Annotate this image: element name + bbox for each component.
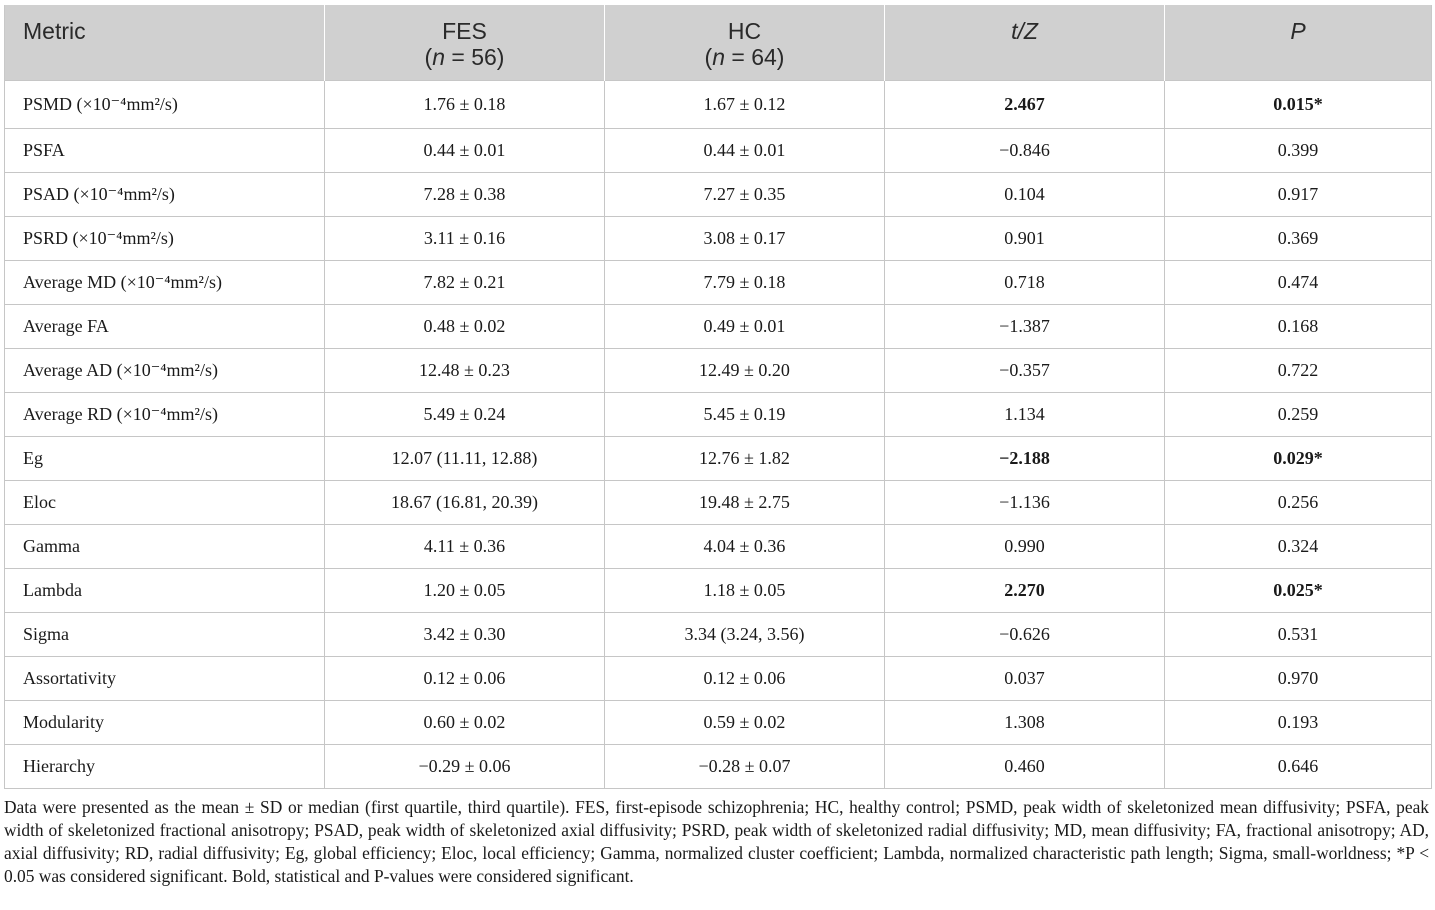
header-row (5, 5, 1432, 80)
cell-metric: Sigma (5, 612, 325, 656)
cell-metric: PSFA (5, 128, 325, 172)
cell-tz: 1.308 (885, 700, 1165, 744)
cell-metric: Modularity (5, 700, 325, 744)
cell-metric: Average RD (×10⁻⁴mm²/s) (5, 392, 325, 436)
cell-fes: 1.76 ± 0.18 (325, 80, 605, 128)
table-row (5, 80, 1432, 128)
cell-fes: −0.29 ± 0.06 (325, 744, 605, 788)
cell-hc: 12.49 ± 0.20 (605, 348, 885, 392)
table-row (5, 612, 1432, 656)
cell-metric: PSMD (×10⁻⁴mm²/s) (5, 80, 325, 128)
cell-tz: 0.104 (885, 172, 1165, 216)
cell-p: 0.015* (1165, 80, 1432, 128)
table-row (5, 700, 1432, 744)
cell-fes: 3.42 ± 0.30 (325, 612, 605, 656)
cell-tz: 0.718 (885, 260, 1165, 304)
cell-hc: 1.67 ± 0.12 (605, 80, 885, 128)
header-fes-sample-size: (n = 56) (424, 44, 505, 70)
cell-tz: −0.846 (885, 128, 1165, 172)
table-header (5, 5, 1432, 80)
cell-metric: Hierarchy (5, 744, 325, 788)
cell-p: 0.722 (1165, 348, 1432, 392)
header-hc-label: HC (727, 18, 762, 44)
cell-fes: 0.44 ± 0.01 (325, 128, 605, 172)
cell-metric: Eg (5, 436, 325, 480)
cell-hc: 5.45 ± 0.19 (605, 392, 885, 436)
table-row (5, 436, 1432, 480)
cell-hc: −0.28 ± 0.07 (605, 744, 885, 788)
cell-fes: 12.48 ± 0.23 (325, 348, 605, 392)
cell-fes: 18.67 (16.81, 20.39) (325, 480, 605, 524)
cell-tz: 1.134 (885, 392, 1165, 436)
cell-metric: Average MD (×10⁻⁴mm²/s) (5, 260, 325, 304)
cell-p: 0.168 (1165, 304, 1432, 348)
results-table (4, 5, 1432, 789)
header-p-label: P (1290, 18, 1306, 44)
cell-fes: 3.11 ± 0.16 (325, 216, 605, 260)
cell-tz: −1.387 (885, 304, 1165, 348)
table-row (5, 392, 1432, 436)
header-fes-label: FES (442, 18, 487, 44)
cell-fes: 7.82 ± 0.21 (325, 260, 605, 304)
cell-p: 0.369 (1165, 216, 1432, 260)
header-hc-sample-size: (n = 64) (704, 44, 785, 70)
cell-hc: 12.76 ± 1.82 (605, 436, 885, 480)
cell-metric: PSRD (×10⁻⁴mm²/s) (5, 216, 325, 260)
cell-tz: 2.467 (885, 80, 1165, 128)
cell-metric: Average AD (×10⁻⁴mm²/s) (5, 348, 325, 392)
table-row (5, 348, 1432, 392)
cell-hc: 7.27 ± 0.35 (605, 172, 885, 216)
cell-hc: 19.48 ± 2.75 (605, 480, 885, 524)
header-tz (885, 5, 1165, 80)
cell-metric: PSAD (×10⁻⁴mm²/s) (5, 172, 325, 216)
cell-hc: 1.18 ± 0.05 (605, 568, 885, 612)
cell-fes: 1.20 ± 0.05 (325, 568, 605, 612)
cell-p: 0.531 (1165, 612, 1432, 656)
cell-tz: 0.990 (885, 524, 1165, 568)
cell-p: 0.259 (1165, 392, 1432, 436)
table-row (5, 260, 1432, 304)
table-row (5, 128, 1432, 172)
cell-metric: Lambda (5, 568, 325, 612)
cell-tz: 0.037 (885, 656, 1165, 700)
cell-hc: 0.12 ± 0.06 (605, 656, 885, 700)
cell-p: 0.256 (1165, 480, 1432, 524)
cell-metric: Gamma (5, 524, 325, 568)
header-p (1165, 5, 1432, 80)
table-row (5, 304, 1432, 348)
table-row (5, 744, 1432, 788)
cell-p: 0.025* (1165, 568, 1432, 612)
cell-tz: −2.188 (885, 436, 1165, 480)
cell-tz: −0.626 (885, 612, 1165, 656)
cell-hc: 7.79 ± 0.18 (605, 260, 885, 304)
cell-p: 0.646 (1165, 744, 1432, 788)
cell-tz: −0.357 (885, 348, 1165, 392)
table-row (5, 568, 1432, 612)
cell-metric: Assortativity (5, 656, 325, 700)
cell-hc: 3.34 (3.24, 3.56) (605, 612, 885, 656)
cell-tz: 0.460 (885, 744, 1165, 788)
cell-fes: 12.07 (11.11, 12.88) (325, 436, 605, 480)
cell-hc: 3.08 ± 0.17 (605, 216, 885, 260)
header-tz-label: t/Z (1011, 18, 1038, 44)
cell-tz: 0.901 (885, 216, 1165, 260)
cell-hc: 0.49 ± 0.01 (605, 304, 885, 348)
cell-fes: 5.49 ± 0.24 (325, 392, 605, 436)
cell-p: 0.970 (1165, 656, 1432, 700)
cell-metric: Average FA (5, 304, 325, 348)
cell-metric: Eloc (5, 480, 325, 524)
table-row (5, 480, 1432, 524)
table-body (5, 80, 1432, 788)
cell-hc: 0.44 ± 0.01 (605, 128, 885, 172)
cell-fes: 0.12 ± 0.06 (325, 656, 605, 700)
cell-tz: −1.136 (885, 480, 1165, 524)
cell-p: 0.917 (1165, 172, 1432, 216)
cell-hc: 4.04 ± 0.36 (605, 524, 885, 568)
table-row (5, 216, 1432, 260)
header-metric (5, 5, 325, 80)
table-row (5, 524, 1432, 568)
table-row (5, 172, 1432, 216)
cell-p: 0.399 (1165, 128, 1432, 172)
cell-fes: 4.11 ± 0.36 (325, 524, 605, 568)
cell-p: 0.029* (1165, 436, 1432, 480)
header-hc (605, 5, 885, 80)
results-table-container (4, 5, 1431, 789)
cell-hc: 0.59 ± 0.02 (605, 700, 885, 744)
cell-p: 0.193 (1165, 700, 1432, 744)
header-metric-label: Metric (23, 18, 86, 44)
table-row (5, 656, 1432, 700)
table-footnote: Data were presented as the mean ± SD or median (first quartile, third quartile). FES, first-episode schizophrenia; HC, healthy control; PSMD, peak width of skeletonized mean diffusivity; PSFA, peak width of skeletonized fractional anisotropy; PSAD, peak width of skeletonized axial diffusivity; PSRD, peak width of skeletonized radial diffusivity; MD, mean diffusivity; FA, fractional anisotropy; AD, axial diffusivity; RD, radial diffusivity; Eg, global efficiency; Eloc, local efficiency; Gamma, normalized cluster coefficient; Lambda, normalized characteristic path length; Sigma, small-worldness; *P < 0.05 was considered significant. Bold, statistical and P-values were considered significant. (4, 797, 1429, 886)
cell-fes: 7.28 ± 0.38 (325, 172, 605, 216)
cell-p: 0.474 (1165, 260, 1432, 304)
cell-fes: 0.48 ± 0.02 (325, 304, 605, 348)
cell-fes: 0.60 ± 0.02 (325, 700, 605, 744)
cell-tz: 2.270 (885, 568, 1165, 612)
header-fes (325, 5, 605, 80)
cell-p: 0.324 (1165, 524, 1432, 568)
